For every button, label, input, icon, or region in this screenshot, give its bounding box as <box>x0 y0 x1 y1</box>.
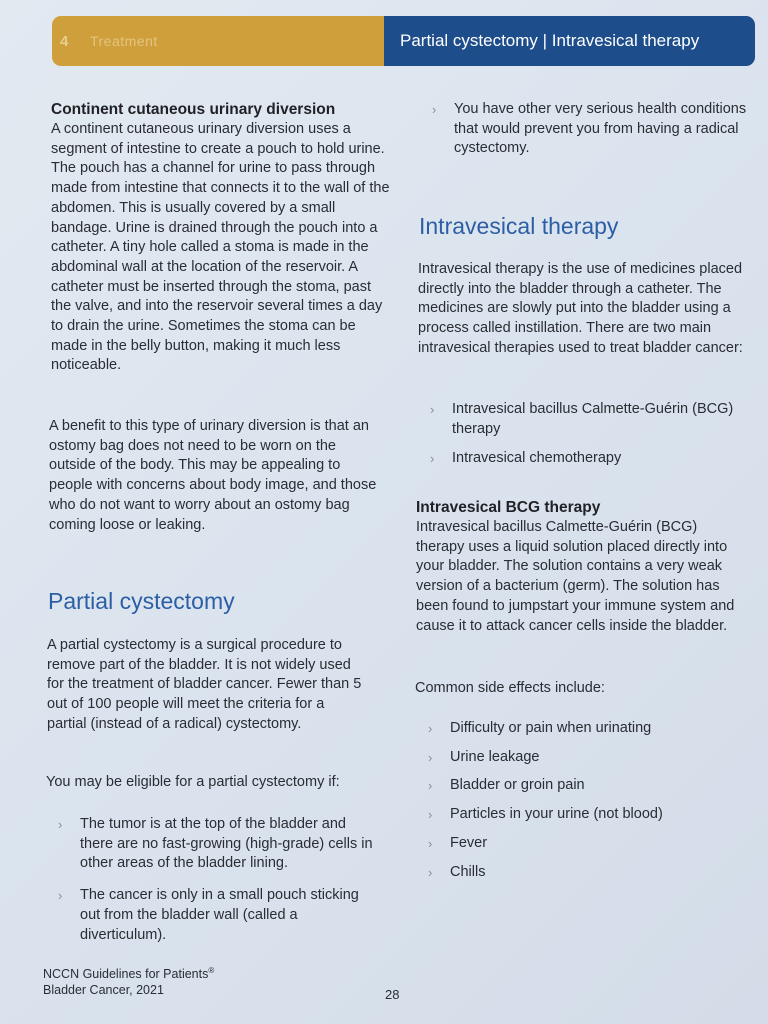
continent-diversion-block <box>51 100 391 376</box>
page-footer <box>43 963 214 998</box>
bullet-chevron-icon: › <box>430 402 435 417</box>
partial-cystectomy-heading: Partial cystectomy <box>48 588 235 614</box>
top-bullet-block <box>432 100 752 159</box>
bullet-chevron-icon: › <box>432 102 437 117</box>
bcg-therapy-heading: Intravesical BCG therapy <box>416 499 601 516</box>
partial-cystectomy-bullets <box>58 815 378 945</box>
list-item: › You have other very serious health conditions that would prevent you from having a radical cystectomy. <box>432 101 747 157</box>
side-effects-intro <box>415 679 745 699</box>
side-effects-paragraph: Common side effects include: <box>415 680 605 696</box>
partial-cystectomy-paragraph-1: A partial cystectomy is a surgical procedure to remove part of the bladder. It is not widely used for the treatment of bladder cancer. Fewer than 5 out of 100 people will meet the criteria for a partial (instead of a radical) cystectomy. <box>47 637 362 732</box>
bullet-chevron-icon: › <box>428 749 433 765</box>
continent-diversion-benefit <box>49 417 379 535</box>
list-item: › Fever <box>428 834 748 854</box>
footer-guidelines-line: NCCN Guidelines for Patients® <box>43 966 215 982</box>
list-item: › Intravesical bacillus Calmette-Guérin (BCG) therapy <box>430 401 734 437</box>
side-effects-list <box>428 719 748 882</box>
bullet-chevron-icon: › <box>428 807 433 823</box>
intravesical-therapy-intro <box>418 260 753 359</box>
continent-diversion-paragraph-1: A continent cutaneous urinary diversion uses a segment of intestine to create a pouch to hold urine. The pouch has a channel for urine to pass through made from intestine that connects it to the wall of the abdomen. This is usually covered by a small bandage. Urine is drained through the pouch into a catheter. A tiny hole called a stoma is made in the abdominal wall at the location of the reservoir. A catheter must be inserted through the stoma, past the valve, and into the reservoir several times a day to drain the urine. Sometimes the stoma can be made in the belly button, making it much less noticeable. <box>51 121 390 374</box>
bcg-therapy-block <box>416 498 746 636</box>
page-number: 28 <box>385 987 400 1002</box>
intravesical-therapy-heading: Intravesical therapy <box>419 213 619 239</box>
bullet-chevron-icon: › <box>428 721 433 736</box>
list-item: › Bladder or groin pain <box>428 776 748 796</box>
list-item: › The tumor is at the top of the bladder and there are no fast-growing (high-grade) cells in other areas of the bladder lining. <box>58 816 373 872</box>
page-header <box>52 16 755 66</box>
partial-cystectomy-paragraph-2: You may be eligible for a partial cystectomy if: <box>46 774 340 790</box>
intravesical-therapy-paragraph: Intravesical therapy is the use of medicines placed directly into the bladder through a catheter. The medicines are slowly put into the bladder using a process called instillation. There are two main intravesical therapies used to treat bladder cancer: <box>418 261 743 356</box>
bullet-chevron-icon: › <box>428 778 433 794</box>
section-tab <box>52 16 384 66</box>
bullet-chevron-icon: › <box>58 817 63 832</box>
continent-diversion-paragraph-2: A benefit to this type of urinary diversion is that an ostomy bag does not need to be worn on the outside of the body. This may be appealing to people with concerns about body image, and those who do not want to worry about an ostomy bag coming loose or leaking. <box>49 418 377 533</box>
intravesical-therapy-bullets <box>430 400 750 469</box>
list-item: › Difficulty or pain when urinating <box>428 719 748 739</box>
bullet-chevron-icon: › <box>430 451 435 467</box>
list-item: › Urine leakage <box>428 748 748 768</box>
section-number: 4 <box>60 32 69 50</box>
list-item: › Intravesical chemotherapy <box>430 449 750 469</box>
page-topic: Partial cystectomy | Intravesical therapy <box>384 16 755 66</box>
list-item: › Particles in your urine (not blood) <box>428 805 748 825</box>
bcg-therapy-paragraph: Intravesical bacillus Calmette-Guérin (BCG) therapy uses a liquid solution placed directly into your bladder. The solution contains a very weak version of a bacterium (germ). The solution has been found to jumpstart your immune system and cause it to attack cancer cells inside the bladder. <box>416 519 735 634</box>
footer-title-line: Bladder Cancer, 2021 <box>43 983 164 998</box>
list-item: › Chills <box>428 863 748 883</box>
list-item: › The cancer is only in a small pouch sticking out from the bladder wall (called a diverticulum). <box>58 887 359 943</box>
bullet-chevron-icon: › <box>428 864 433 880</box>
bullet-chevron-icon: › <box>58 888 63 904</box>
partial-cystectomy-intro <box>47 636 367 735</box>
bullet-chevron-icon: › <box>428 835 433 851</box>
continent-diversion-heading: Continent cutaneous urinary diversion <box>51 101 336 118</box>
partial-cystectomy-eligibility <box>46 773 386 793</box>
section-title: Treatment <box>90 33 158 49</box>
